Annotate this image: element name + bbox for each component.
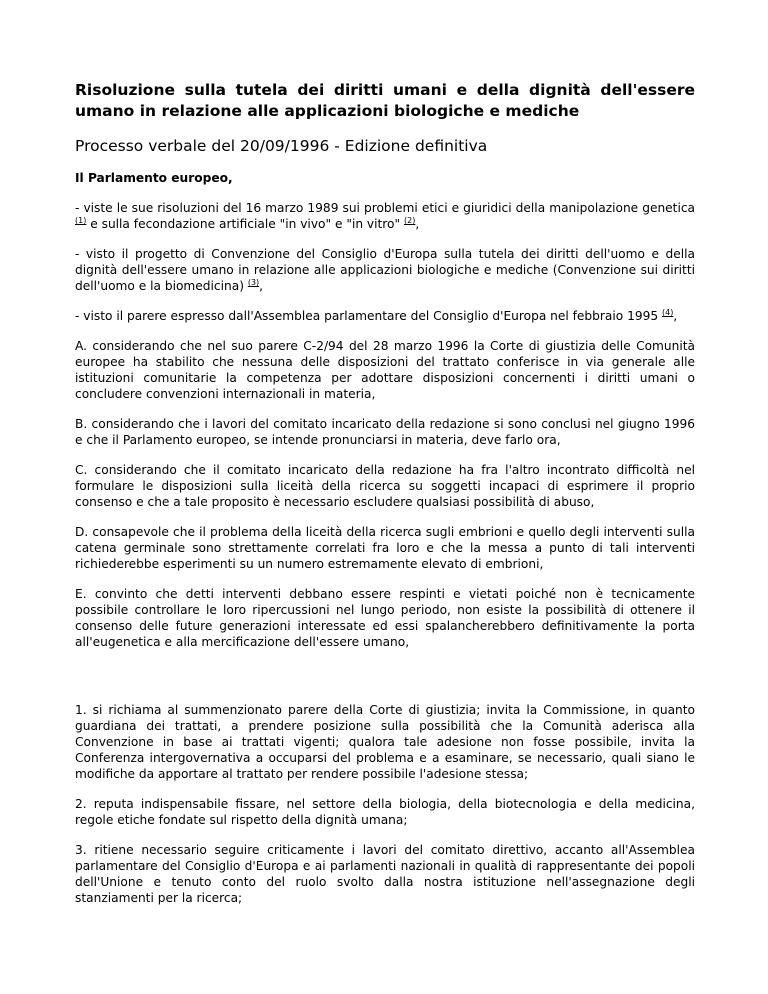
considerando-paragraph: B. considerando che i lavori del comitato incaricato della redazione si sono conclusi nel giugno 1996 e che il Parlamento europeo, se intende pronunciarsi in materia, deve farlo ora,	[75, 417, 695, 447]
section-spacer	[75, 664, 695, 702]
preamble-heading: Il Parlamento europeo,	[75, 171, 233, 185]
document-body	[75, 80, 695, 920]
visto-paragraph: - visto il parere espresso dall'Assemblea parlamentare del Consiglio d'Europa nel febbraio 1995 $^{(4)}$,	[75, 307, 678, 323]
document-title: Risoluzione sulla tutela dei diritti umani e della dignità dell'essere umano in relazione alle applicazioni biologiche e mediche	[75, 81, 695, 120]
considerando-paragraph: A. considerando che nel suo parere C-2/94 del 28 marzo 1996 la Corte di giustizia delle Comunità europee ha stabilito che nessuna delle disposizioni del trattato conferisce in via generale alle istituzioni comunitarie la competenza per adottare disposizioni concernenti i diritti umani o concludere convenzioni internazionali in materia,	[75, 339, 695, 401]
resolution-point: 1. si richiama al summenzionato parere della Corte di giustizia; invita la Commissione, in quanto guardiana dei trattati, a prendere posizione sulla possibilità che la Comunità aderisca alla Convenzione in base ai trattati vigenti; qualora tale adesione non fosse possibile, invita la Conferenza intergovernativa a occuparsi del problema e a esaminare, se necessario, quali siano le modifiche da apportare al trattato per rendere possibile l'adesione stessa;	[75, 703, 695, 781]
visto-paragraph: - viste le sue risoluzioni del 16 marzo 1989 sui problemi etici e giuridici della manipolazione genetica $^{(1)}$ e sulla fecondazione artificiale "in vivo" e "in vitro" $^{(2)}$,	[75, 201, 695, 231]
footnote-reference[interactable]: (4)	[662, 307, 674, 317]
considerando-paragraph: D. consapevole che il problema della liceità della ricerca sugli embrioni e quello degli interventi sulla catena germinale sono strettamente correlati fra loro e che la messa a punto di tali interventi richiederebbe esperimenti su un numero estremamente elevato di embrioni,	[75, 525, 695, 571]
visto-paragraph: - visto il progetto di Convenzione del Consiglio d'Europa sulla tutela dei diritti dell'uomo e della dignità dell'essere umano in relazione alle applicazioni biologiche e mediche (Convenzione sui diritti dell'uomo e la biomedicina) $^{(3)}$,	[75, 247, 695, 293]
footnote-reference[interactable]: (3)	[247, 277, 260, 287]
resolution-point: 2. reputa indispensabile fissare, nel settore della biologia, della biotecnologia e della medicina, regole etiche fondate sul rispetto della dignità umana;	[75, 797, 695, 827]
resolution-point: 3. ritiene necessario seguire criticamente i lavori del comitato direttivo, accanto all'Assemblea parlamentare del Consiglio d'Europa e ai parlamenti nazionali in qualità di rappresentante dei popoli dell'Unione e tenuto conto del ruolo svolto dalla nostra istituzione nell'assegnazione degli stanziamenti per la ricerca;	[75, 843, 695, 905]
considerando-paragraph: C. considerando che il comitato incaricato della redazione ha fra l'altro incontrato difficoltà nel formulare le disposizioni sulla liceità della ricerca su soggetti incapaci di esprimere il proprio consenso e che a tale proposito è necessario escludere qualsiasi possibilità di abuso,	[75, 463, 695, 509]
considerando-paragraph: E. convinto che detti interventi debbano essere respinti e vietati poiché non è tecnicamente possibile controllare le loro ripercussioni nel lungo periodo, non esiste la possibilità di ottenere il consenso delle future generazioni interessate ed essi spalancherebbero definitivamente la porta all'eugenetica e alla mercificazione dell'essere umano,	[75, 587, 695, 649]
document-subtitle: Processo verbale del 20/09/1996 - Edizione definitiva	[75, 137, 488, 155]
footnote-reference[interactable]: (1)	[75, 215, 87, 225]
footnote-reference[interactable]: (2)	[403, 215, 416, 225]
